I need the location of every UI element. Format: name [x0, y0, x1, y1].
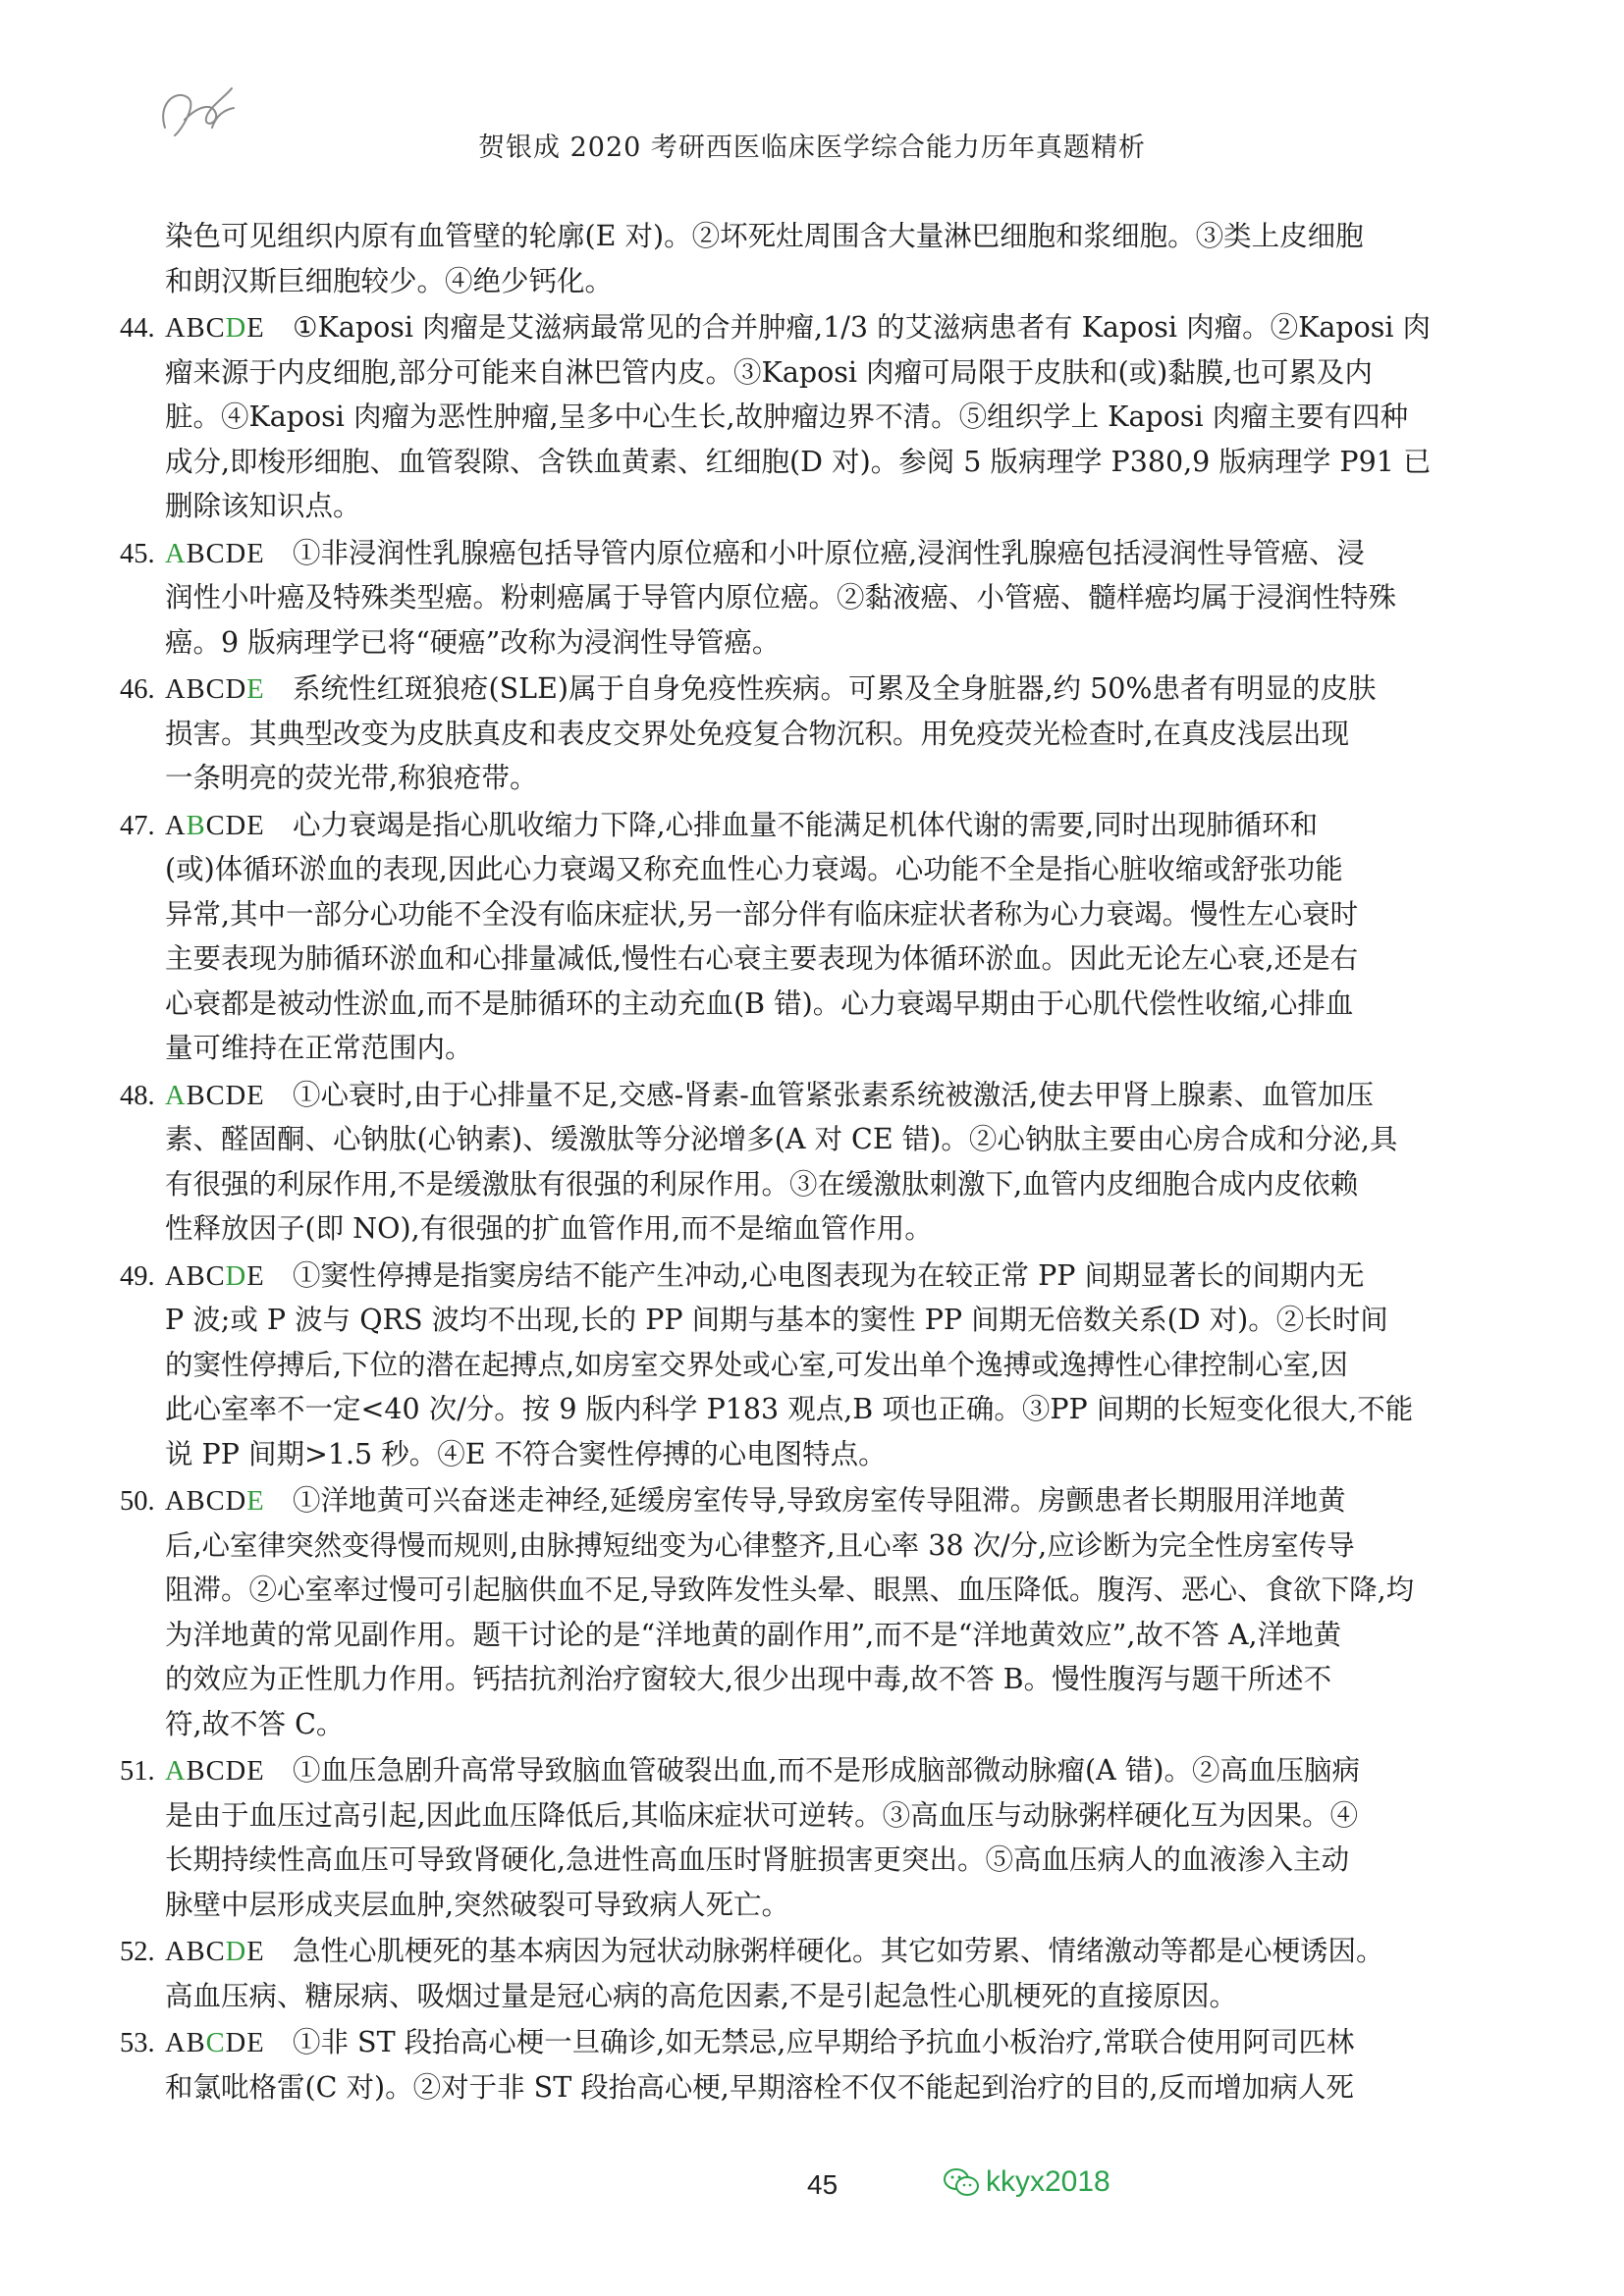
option-letter: D [225, 1486, 247, 1517]
correct-option: A [165, 1756, 187, 1787]
explanation-text: 系统性红斑狼疮(SLE)属于自身免疫性疾病。可累及全身脏器,约 50%患者有明显的皮肤 [293, 672, 1377, 705]
explanation-text: 说 PP 间期>1.5 秒。④E 不符合窦性停搏的心电图特点。 [165, 1437, 887, 1470]
text-line [165, 1702, 1508, 1747]
question-item [120, 1254, 1508, 1477]
text-line [165, 1162, 1508, 1207]
explanation-text: 符,故不答 C。 [165, 1707, 345, 1740]
text-line [165, 892, 1508, 937]
explanation-text: (或)体循环淤血的表现,因此心力衰竭又称充血性心力衰竭。心功能不全是指心脏收缩或舒张功能 [165, 853, 1343, 885]
text-line [120, 1748, 1508, 1793]
text-line [165, 982, 1508, 1027]
text-line [165, 2065, 1508, 2110]
question-item [120, 1929, 1508, 2018]
explanation-text: 癌。9 版病理学已将“硬癌”改称为浸润性导管癌。 [165, 625, 781, 659]
text-line [120, 1073, 1508, 1118]
text-line [165, 620, 1508, 666]
question-item [120, 1748, 1508, 1927]
option-letter: C [205, 538, 226, 569]
correct-option: D [225, 1937, 247, 1967]
explanation-text: 主要表现为肺循环淤血和心排量减低,慢性右心衰主要表现为体循环淤血。因此无论左心衰,还是右 [165, 942, 1359, 975]
option-letter: C [205, 1486, 226, 1517]
text-line [165, 1568, 1508, 1613]
answer-options [165, 1749, 293, 1794]
answer-options [165, 1479, 293, 1524]
explanation-text: ①洋地黄可兴奋迷走神经,延缓房室传导,导致房室传导阻滞。房颤患者长期服用洋地黄 [293, 1484, 1346, 1517]
answer-options [165, 532, 293, 577]
text-line [120, 305, 1508, 350]
text-line [165, 1343, 1508, 1388]
text-line [165, 350, 1508, 396]
explanation-text: 一条明亮的荧光带,称狼疮带。 [165, 762, 538, 794]
answer-options [165, 804, 293, 849]
option-letter: C [205, 1260, 226, 1292]
option-letter: D [225, 538, 247, 569]
question-number: 44. [120, 313, 155, 344]
answer-explanations [120, 214, 1508, 2109]
explanation-text: 心力衰竭是指心肌收缩力下降,心排血量不能满足机体代谢的需要,同时出现肺循环和 [293, 808, 1319, 841]
option-letter: B [186, 674, 206, 705]
correct-option: E [246, 1486, 265, 1517]
question-item [120, 2020, 1508, 2109]
text-line [165, 1523, 1508, 1569]
explanation-text: ①心衰时,由于心排量不足,交感-肾素-血管紧张素系统被激活,使去甲肾上腺素、血管加压 [293, 1078, 1374, 1111]
explanation-text: 急性心肌梗死的基本病因为冠状动脉粥样硬化。其它如劳累、情绪激动等都是心梗诱因。 [293, 1935, 1384, 1967]
explanation-text: 长期持续性高血压可导致肾硬化,急进性高血压时肾脏损害更突出。⑤高血压病人的血液渗入主动 [165, 1843, 1350, 1876]
text-line [165, 756, 1508, 801]
question-item [120, 667, 1508, 801]
option-letter: E [246, 313, 265, 344]
watermark-text: kkyx2018 [986, 2165, 1110, 2198]
explanation-text: 的窦性停搏后,下位的潜在起搏点,如房室交界处或心室,可发出单个逸搏或逸搏性心律控制心室,因 [165, 1348, 1348, 1381]
explanation-text: 删除该知识点。 [165, 490, 361, 522]
option-letter: C [205, 674, 226, 705]
text-line [165, 1387, 1508, 1432]
text-line [165, 575, 1508, 620]
question-number: 49. [120, 1260, 155, 1292]
text-line: 染色可见组织内原有血管壁的轮廓(E 对)。②坏死灶周围含大量淋巴细胞和浆细胞。③类上皮细胞 [165, 220, 1364, 252]
explanation-text: 高血压病、糖尿病、吸烟过量是冠心病的高危因素,不是引起急性心肌梗死的直接原因。 [165, 1979, 1238, 2012]
explanation-text: 素、醛固酮、心钠肽(心钠素)、缓激肽等分泌增多(A 对 CE 错)。②心钠肽主要由心房合成和分泌,具 [165, 1123, 1398, 1155]
option-letter: D [225, 2028, 247, 2058]
explanation-text: 和氯吡格雷(C 对)。②对于非 ST 段抬高心梗,早期溶栓不仅不能起到治疗的目的,反而增加病人死 [165, 2070, 1354, 2104]
question-item [120, 803, 1508, 1071]
question-list [120, 305, 1508, 2109]
option-letter: B [186, 2028, 206, 2058]
option-letter: B [186, 1486, 206, 1517]
question-number: 52. [120, 1937, 155, 1967]
option-letter: A [165, 1486, 187, 1517]
question-item [120, 1478, 1508, 1746]
explanation-text: ①血压急剧升高常导致脑血管破裂出血,而不是形成脑部微动脉瘤(A 错)。②高血压脑病 [293, 1754, 1360, 1787]
correct-option: A [165, 538, 187, 569]
explanation-text: 脏。④Kaposi 肉瘤为恶性肿瘤,呈多中心生长,故肿瘤边界不清。⑤组织学上 Kaposi 肉瘤主要有四种 [165, 400, 1409, 433]
explanation-text: 后,心室律突然变得慢而规则,由脉搏短绌变为心律整齐,且心率 38 次/分,应诊断为完全性房室传导 [165, 1528, 1355, 1562]
text-line [120, 803, 1508, 848]
text-line [120, 1478, 1508, 1523]
option-letter: B [186, 313, 206, 344]
explanation-text: 成分,即梭形细胞、血管裂隙、含铁血黄素、红细胞(D 对)。参阅 5 版病理学 P380,9 版病理学 P91 已 [165, 445, 1432, 478]
explanation-text: 为洋地黄的常见副作用。题干讨论的是“洋地黄的副作用”,而不是“洋地黄效应”,故不答 A,洋地黄 [165, 1618, 1342, 1651]
text-line [165, 1432, 1508, 1477]
option-letter: E [246, 810, 265, 841]
correct-option: C [205, 2028, 226, 2058]
option-letter: D [225, 674, 247, 705]
option-letter: D [225, 810, 247, 841]
question-number: 53. [120, 2028, 155, 2058]
question-number: 47. [120, 810, 155, 841]
text-line [165, 1117, 1508, 1162]
explanation-text: P 波;或 P 波与 QRS 波均不出现,长的 PP 间期与基本的窦性 PP 间期无倍数关系(D 对)。②长时间 [165, 1304, 1388, 1336]
question-number: 45. [120, 538, 155, 569]
explanation-text: 的效应为正性肌力作用。钙拮抗剂治疗窗较大,很少出现中毒,故不答 B。慢性腹泻与题干所述不 [165, 1663, 1332, 1695]
text-line [165, 1793, 1508, 1839]
option-letter: C [205, 1937, 226, 1967]
answer-options [165, 2021, 293, 2066]
text-line [165, 484, 1508, 529]
question-item [120, 1073, 1508, 1252]
question-item [120, 531, 1508, 666]
explanation-text: 是由于血压过高引起,因此血压降低后,其临床症状可逆转。③高血压与动脉粥样硬化互为因果。④ [165, 1798, 1359, 1832]
option-letter: A [165, 2028, 187, 2058]
option-letter: B [186, 538, 206, 569]
answer-options [165, 306, 293, 351]
text-line [120, 1254, 1508, 1299]
option-letter: A [165, 674, 187, 705]
question-number: 48. [120, 1080, 155, 1111]
question-number: 50. [120, 1486, 155, 1517]
text-line [165, 1206, 1508, 1252]
option-letter: B [186, 1260, 206, 1292]
explanation-text: 阻滞。②心室率过慢可引起脑供血不足,导致阵发性头晕、眼黑、血压降低。腹泻、恶心、食欲下降,均 [165, 1574, 1415, 1606]
correct-option: D [225, 1260, 247, 1292]
option-letter: E [246, 1756, 265, 1787]
answer-options [165, 667, 293, 713]
text-line [165, 1298, 1508, 1343]
option-letter: D [225, 1080, 247, 1111]
option-letter: C [205, 313, 226, 344]
option-letter: A [165, 1260, 187, 1292]
explanation-text: 脉壁中层形成夹层血肿,突然破裂可导致病人死亡。 [165, 1888, 790, 1921]
answer-options [165, 1930, 293, 1975]
answer-options [165, 1255, 293, 1300]
option-letter: C [205, 1756, 226, 1787]
text-line: 和朗汉斯巨细胞较少。④绝少钙化。 [165, 264, 614, 297]
text-line [165, 936, 1508, 982]
text-line [165, 1613, 1508, 1658]
question-number: 46. [120, 674, 155, 705]
text-line [120, 2020, 1508, 2065]
option-letter: C [205, 1080, 226, 1111]
watermark [943, 2165, 1110, 2199]
option-letter: E [246, 1260, 265, 1292]
text-line [165, 847, 1508, 892]
option-letter: E [246, 2028, 265, 2058]
explanation-text: 异常,其中一部分心功能不全没有临床症状,另一部分伴有临床症状者称为心力衰竭。慢性左心衰时 [165, 897, 1359, 931]
page-number: 45 [807, 2169, 839, 2200]
correct-option: B [186, 810, 206, 841]
text-line [165, 1883, 1508, 1928]
chat-bubble-icon [943, 2165, 980, 2199]
question-number: 51. [120, 1756, 155, 1787]
option-letter: B [186, 1937, 206, 1967]
text-line [165, 395, 1508, 440]
explanation-text: ①Kaposi 肉瘤是艾滋病最常见的合并肿瘤,1/3 的艾滋病患者有 Kaposi 肉瘤。②Kaposi 肉 [293, 311, 1432, 344]
text-line [165, 712, 1508, 757]
explanation-text: 损害。其典型改变为皮肤真皮和表皮交界处免疫复合物沉积。用免疫荧光检查时,在真皮浅层出现 [165, 717, 1350, 750]
explanation-text: 此心室率不一定<40 次/分。按 9 版内科学 P183 观点,B 项也正确。③PP 间期的长短变化很大,不能 [165, 1393, 1414, 1425]
option-letter: B [186, 1756, 206, 1787]
explanation-text: 润性小叶癌及特殊类型癌。粉刺癌属于导管内原位癌。②黏液癌、小管癌、髓样癌均属于浸润性特殊 [165, 581, 1397, 614]
explanation-text: ①窦性停搏是指窦房结不能产生冲动,心电图表现为在较正常 PP 间期显著长的间期内无 [293, 1258, 1365, 1292]
option-letter: A [165, 1937, 187, 1967]
explanation-text: ①非 ST 段抬高心梗一旦确诊,如无禁忌,应早期给予抗血小板治疗,常联合使用阿司匹林 [293, 2026, 1355, 2058]
option-letter: A [165, 810, 187, 841]
page-header: 贺银成 2020 考研西医临床医学综合能力历年真题精析 [478, 133, 1146, 163]
correct-option: D [225, 313, 247, 344]
answer-options [165, 1074, 293, 1119]
text-line [120, 1929, 1508, 1974]
explanation-text: 有很强的利尿作用,不是缓激肽有很强的利尿作用。③在缓激肽刺激下,血管内皮细胞合成内皮依赖 [165, 1167, 1359, 1201]
question-item [120, 305, 1508, 529]
option-letter: E [246, 538, 265, 569]
intro-paragraph [165, 214, 1508, 303]
explanation-text: 心衰都是被动性淤血,而不是肺循环的主动充血(B 错)。心力衰竭早期由于心肌代偿性收缩,心排血 [165, 987, 1354, 1020]
text-line [165, 1838, 1508, 1883]
text-line [120, 531, 1508, 576]
option-letter: D [225, 1756, 247, 1787]
option-letter: B [186, 1080, 206, 1111]
option-letter: C [205, 810, 226, 841]
option-letter: E [246, 1080, 265, 1111]
text-line [165, 1026, 1508, 1071]
text-line [165, 440, 1508, 485]
option-letter: A [165, 313, 187, 344]
text-line [165, 1657, 1508, 1702]
option-letter: E [246, 1937, 265, 1967]
correct-option: E [246, 674, 265, 705]
explanation-text: 量可维持在正常范围内。 [165, 1032, 473, 1064]
explanation-text: 瘤来源于内皮细胞,部分可能来自淋巴管内皮。③Kaposi 肉瘤可局限于皮肤和(或)黏膜,也可累及内 [165, 355, 1373, 389]
correct-option: A [165, 1080, 187, 1111]
explanation-text: 性释放因子(即 NO),有很强的扩血管作用,而不是缩血管作用。 [165, 1212, 933, 1245]
explanation-text: ①非浸润性乳腺癌包括导管内原位癌和小叶原位癌,浸润性乳腺癌包括浸润性导管癌、浸 [293, 536, 1366, 569]
text-line [165, 1974, 1508, 2019]
text-line [120, 667, 1508, 712]
